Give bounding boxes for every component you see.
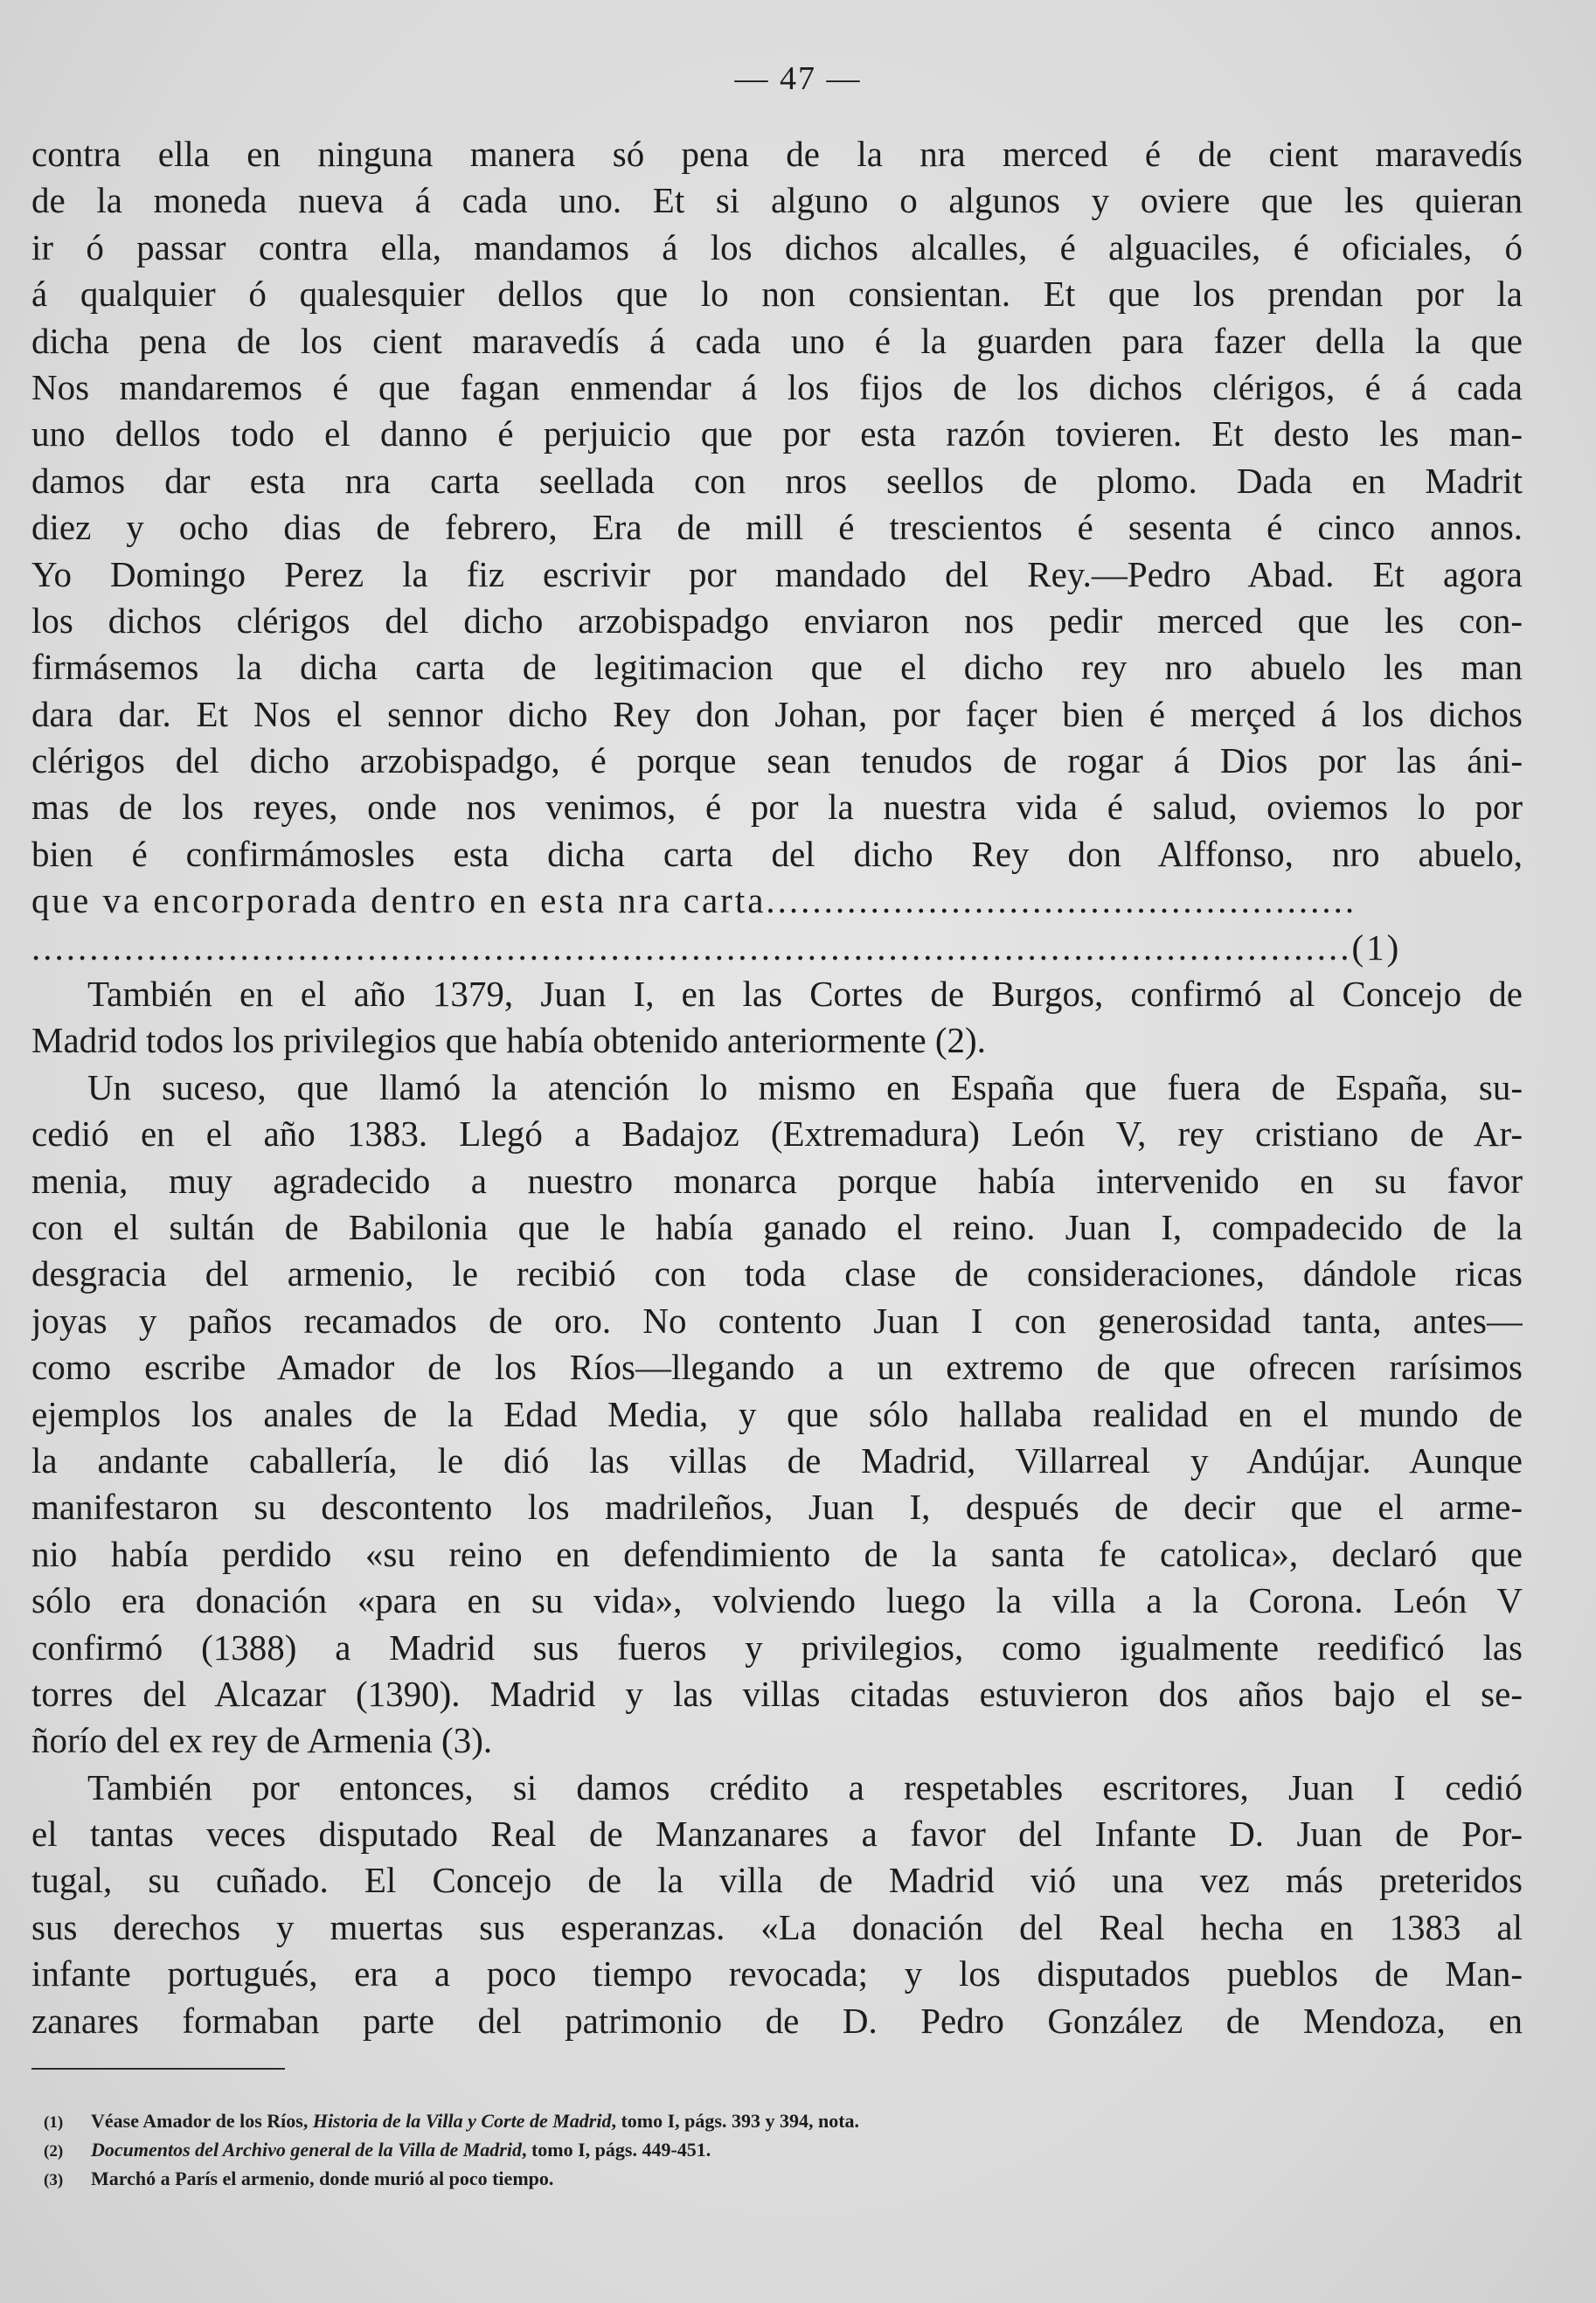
dotted-line-footnote-1: ..................................................................................................................(1) xyxy=(31,926,1402,968)
body-line: mas de los reyes, onde nos venimos, é por la nuestra vida é salud, oviemos lo por xyxy=(31,787,1523,828)
body-text xyxy=(31,131,1523,2044)
body-line: ir ó passar contra ella, mandamos á los dichos alcalles, é alguaciles, é oficiales, ó xyxy=(31,226,1523,267)
body-line: ñorío del ex rey de Armenia (3). xyxy=(31,1720,493,1761)
body-line: á qualquier ó qualesquier dellos que lo non consientan. Et que los prendan por la xyxy=(31,274,1523,315)
footnote-text: , tomo I, págs. 449-451. xyxy=(521,2139,711,2161)
body-line: contra ella en ninguna manera só pena de la nra merced é de cient maravedís xyxy=(31,134,1523,174)
body-line: infante portugués, era a poco tiempo revocada; y los disputados pueblos de Man- xyxy=(31,1953,1523,1994)
footnote-text: Véase Amador de los Ríos, xyxy=(91,2110,313,2132)
body-line: tugal, su cuñado. El Concejo de la villa de Madrid vió una vez más preteridos xyxy=(31,1860,1523,1901)
body-line: torres del Alcazar (1390). Madrid y las villas citadas estuvieron dos años bajo el se- xyxy=(31,1673,1523,1714)
body-line: ejemplos los anales de la Edad Media, y que sólo hallaba realidad en el mundo de xyxy=(31,1393,1523,1434)
body-line: la andante caballería, le dió las villas de Madrid, Villarreal y Andújar. Aunque xyxy=(31,1439,1523,1481)
body-line: Yo Domingo Perez la fiz escrivir por mandado del Rey.—Pedro Abad. Et agora xyxy=(31,553,1523,594)
body-line: Madrid todos los privilegios que había obtenido anteriormente (2). xyxy=(31,1020,986,1061)
footnote-1 xyxy=(44,2106,1486,2135)
body-line: con el sultán de Babilonia que le había ganado el reino. Juan I, compadecido de la xyxy=(31,1206,1523,1247)
footnote-3 xyxy=(44,2164,1486,2193)
footnote-text: Marchó a París el armenio, donde murió al poco tiempo. xyxy=(91,2168,554,2189)
body-line: dara dar. Et Nos el sennor dicho Rey don Johan, por façer bien é merçed á los dichos xyxy=(31,693,1523,734)
footnote-mark: (1) xyxy=(44,2113,64,2132)
paragraph-start: Un suceso, que llamó la atención lo mismo en España que fuera de España, su- xyxy=(87,1066,1523,1107)
body-line: de la moneda nueva á cada uno. Et si alguno o algunos y oviere que les quieran xyxy=(31,180,1523,221)
paragraph-start: También por entonces, si damos crédito a respetables escritores, Juan I cedió xyxy=(87,1766,1523,1807)
body-line: confirmó (1388) a Madrid sus fueros y privilegios, como igualmente reedificó las xyxy=(31,1627,1523,1668)
body-line: manifestaron su descontento los madrileños, Juan I, después de decir que el arme- xyxy=(31,1487,1523,1528)
footnote-title: Documentos del Archivo general de la Villa de Madrid xyxy=(91,2139,522,2161)
footnote-title: Historia de la Villa y Corte de Madrid xyxy=(312,2110,612,2132)
body-line: joyas y paños recamados de oro. No contento Juan I con generosidad tanta, antes— xyxy=(31,1300,1523,1341)
body-line: el tantas veces disputado Real de Manzanares a favor del Infante D. Juan de Por- xyxy=(31,1814,1523,1855)
body-line: nio había perdido «su reino en defendimiento de la santa fe catolica», declaró que xyxy=(31,1533,1523,1574)
body-line: firmásemos la dicha carta de legitimacion que el dicho rey nro abuelo les man xyxy=(31,647,1523,688)
body-line: cedió en el año 1383. Llegó a Badajoz (Extremadura) León V, rey cristiano de Ar- xyxy=(31,1113,1523,1155)
footnote-mark: (3) xyxy=(44,2171,64,2189)
footnote-text: , tomo I, págs. 393 y 394, nota. xyxy=(611,2110,860,2132)
body-line: menia, muy agradecido a nuestro monarca porque había intervenido en su favor xyxy=(31,1160,1523,1201)
footnotes xyxy=(44,2106,1486,2193)
footnote-mark: (2) xyxy=(44,2142,64,2161)
body-line: sus derechos y muertas sus esperanzas. «La donación del Real hecha en 1383 al xyxy=(31,1906,1523,1947)
body-line: damos dar esta nra carta seellada con nros seellos de plomo. Dada en Madrit xyxy=(31,460,1523,501)
body-line: como escribe Amador de los Ríos—llegando a un extremo de que ofrecen rarísimos xyxy=(31,1347,1523,1388)
body-line: zanares formaban parte del patrimonio de D. Pedro González de Mendoza, en xyxy=(31,2000,1523,2041)
body-line: diez y ocho dias de febrero, Era de mill é trescientos é sesenta é cinco annos. xyxy=(31,507,1523,548)
body-line: que va encorporada dentro en esta nra carta................................................... xyxy=(31,880,1357,921)
paragraph-start: También en el año 1379, Juan I, en las Cortes de Burgos, confirmó al Concejo de xyxy=(87,974,1523,1015)
body-line: sólo era donación «para en su vida», volviendo luego la villa a la Corona. León V xyxy=(31,1580,1523,1621)
body-line: clérigos del dicho arzobispadgo, é porque sean tenudos de rogar á Dios por las áni- xyxy=(31,740,1523,781)
footnote-2 xyxy=(44,2135,1486,2164)
body-line: desgracia del armenio, le recibió con toda clase de consideraciones, dándole ricas xyxy=(31,1253,1523,1294)
footnote-separator xyxy=(31,2068,285,2070)
body-line: dicha pena de los cient maravedís á cada uno é la guarden para fazer della la que xyxy=(31,320,1523,361)
body-line: bien é confirmámosles esta dicha carta del dicho Rey don Alffonso, nro abuelo, xyxy=(31,833,1523,874)
body-line: los dichos clérigos del dicho arzobispadgo enviaron nos pedir merced que les con- xyxy=(31,600,1523,641)
body-line: Nos mandaremos é que fagan enmendar á los fijos de los dichos clérigos, é á cada xyxy=(31,366,1523,407)
body-line: uno dellos todo el danno é perjuicio que por esta razón tovieren. Et desto les man- xyxy=(31,413,1523,454)
page-number: — 47 — xyxy=(734,60,862,97)
